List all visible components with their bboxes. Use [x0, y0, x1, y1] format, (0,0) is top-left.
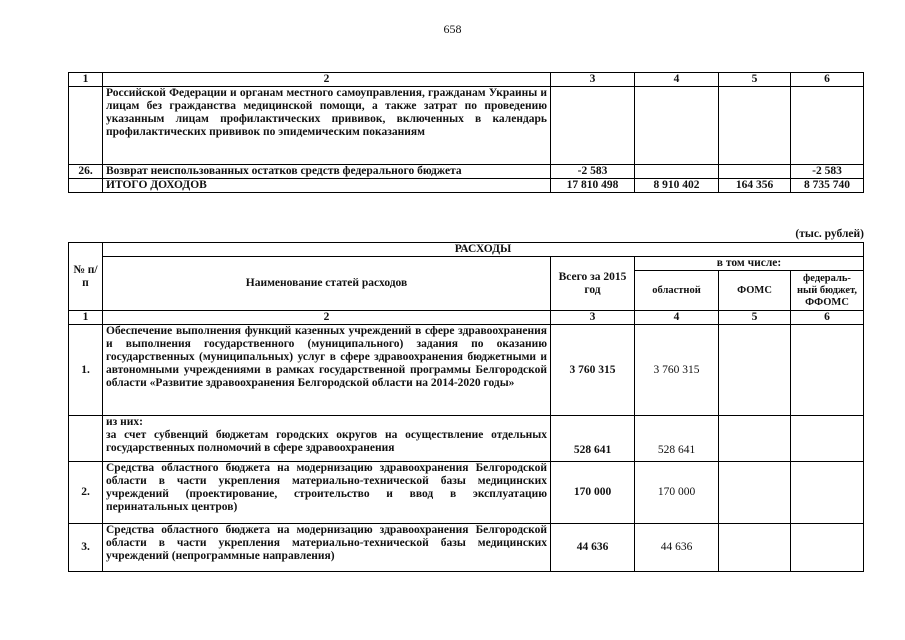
- row-number: [69, 416, 103, 462]
- row-text: Российской Федерации и органам местного самоуправления, гражданам Украины и лицам без гражданства медицинской помощи, а также затрат по проведению указанным лицам профилактических прививок, включенных в календарь профилактических прививок по эпидемическим показаниям: [103, 87, 551, 165]
- row-total: -2 583: [551, 165, 635, 179]
- income-table: [68, 72, 864, 193]
- row-federal: [791, 87, 864, 165]
- row-text: Возврат неиспользованных остатков средств федерального бюджета: [103, 165, 551, 179]
- col-regional-header: областной: [635, 271, 719, 311]
- income-header-row: [69, 73, 864, 87]
- row-text-cell: [103, 416, 551, 462]
- table-row: [69, 524, 864, 572]
- row-number: 2.: [69, 462, 103, 524]
- row-foms: [719, 462, 791, 524]
- col-number-1: 1: [69, 73, 103, 87]
- col-number-2: 2: [103, 73, 551, 87]
- row-text: Средства областного бюджета на модернизацию здравоохранения Белгородской области в части укрепления материально-технической базы медицинских учреждений (непрограммные направления): [103, 524, 551, 572]
- row-regional: 44 636: [635, 524, 719, 572]
- row-federal: -2 583: [791, 165, 864, 179]
- row-text: Средства областного бюджета на модернизацию здравоохранения Белгородской области в части укрепления материально-технической базы медицинских учреждений (проектирование, строительство и ввод в эксплуатацию перинатальных центров): [103, 462, 551, 524]
- col-total-header: Всего за 2015 год: [551, 257, 635, 311]
- row-total: 528 641: [551, 416, 635, 462]
- row-federal: [791, 325, 864, 416]
- row-foms: [719, 416, 791, 462]
- col-number-6: 6: [791, 73, 864, 87]
- units-label: (тыс. рублей): [795, 228, 864, 240]
- expense-num-header: [69, 243, 103, 311]
- table-row: [69, 325, 864, 416]
- row-federal: [791, 416, 864, 462]
- col-number-5: 5: [719, 73, 791, 87]
- col-number-6: 6: [791, 311, 864, 325]
- expense-col-numbers-row: [69, 311, 864, 325]
- row-number: 26.: [69, 165, 103, 179]
- row-federal: [791, 524, 864, 572]
- row-federal: 8 735 740: [791, 179, 864, 193]
- row-total: 17 810 498: [551, 179, 635, 193]
- row-foms: [719, 87, 791, 165]
- row-number: 3.: [69, 524, 103, 572]
- row-total: [551, 87, 635, 165]
- row-text-prefix: из них:: [106, 416, 143, 428]
- expense-table: [68, 242, 864, 572]
- col-num-label: № п/п: [73, 263, 98, 289]
- col-number-4: 4: [635, 311, 719, 325]
- row-foms: 164 356: [719, 179, 791, 193]
- table-row: [69, 462, 864, 524]
- row-number: [69, 87, 103, 165]
- expense-section-row: [69, 243, 864, 257]
- col-including-header: в том числе:: [635, 257, 864, 271]
- col-federal-header: федераль-ный бюджет, ФФОМС: [791, 271, 864, 311]
- row-total: 170 000: [551, 462, 635, 524]
- income-total-row: [69, 179, 864, 193]
- col-foms-header: ФОМС: [719, 271, 791, 311]
- row-number: [69, 179, 103, 193]
- row-total: 44 636: [551, 524, 635, 572]
- row-federal: [791, 462, 864, 524]
- table-row: [69, 87, 864, 165]
- table-row: [69, 165, 864, 179]
- row-regional: 528 641: [635, 416, 719, 462]
- col-number-2: 2: [103, 311, 551, 325]
- row-total: 3 760 315: [551, 325, 635, 416]
- row-foms: [719, 325, 791, 416]
- row-regional: 3 760 315: [635, 325, 719, 416]
- col-name-header: Наименование статей расходов: [103, 257, 551, 311]
- row-regional: 8 910 402: [635, 179, 719, 193]
- row-number: 1.: [69, 325, 103, 416]
- col-number-3: 3: [551, 73, 635, 87]
- row-text: ИТОГО ДОХОДОВ: [103, 179, 551, 193]
- expense-header-row-1: [69, 257, 864, 271]
- row-text: Обеспечение выполнения функций казенных учреждений в сфере здравоохранения и выполнения государственного (муниципального) задания по оказанию государственных (муниципальных) услуг в сфере здравоохранения бюджетными и автономными учреждениями в рамках государственной программы Белгородской области «Развитие здравоохранения Белгородской области на 2014-2020 годы»: [103, 325, 551, 416]
- row-text: за счет субвенций бюджетам городских округов на осуществление отдельных государственных полномочий в сфере здравоохранения: [106, 429, 547, 454]
- row-regional: 170 000: [635, 462, 719, 524]
- row-regional: [635, 87, 719, 165]
- row-foms: [719, 165, 791, 179]
- page-number: 658: [443, 22, 462, 36]
- col-number-3: 3: [551, 311, 635, 325]
- col-number-1: 1: [69, 311, 103, 325]
- col-number-5: 5: [719, 311, 791, 325]
- table-row: [69, 416, 864, 462]
- row-regional: [635, 165, 719, 179]
- row-foms: [719, 524, 791, 572]
- section-title: РАСХОДЫ: [103, 243, 864, 257]
- col-number-4: 4: [635, 73, 719, 87]
